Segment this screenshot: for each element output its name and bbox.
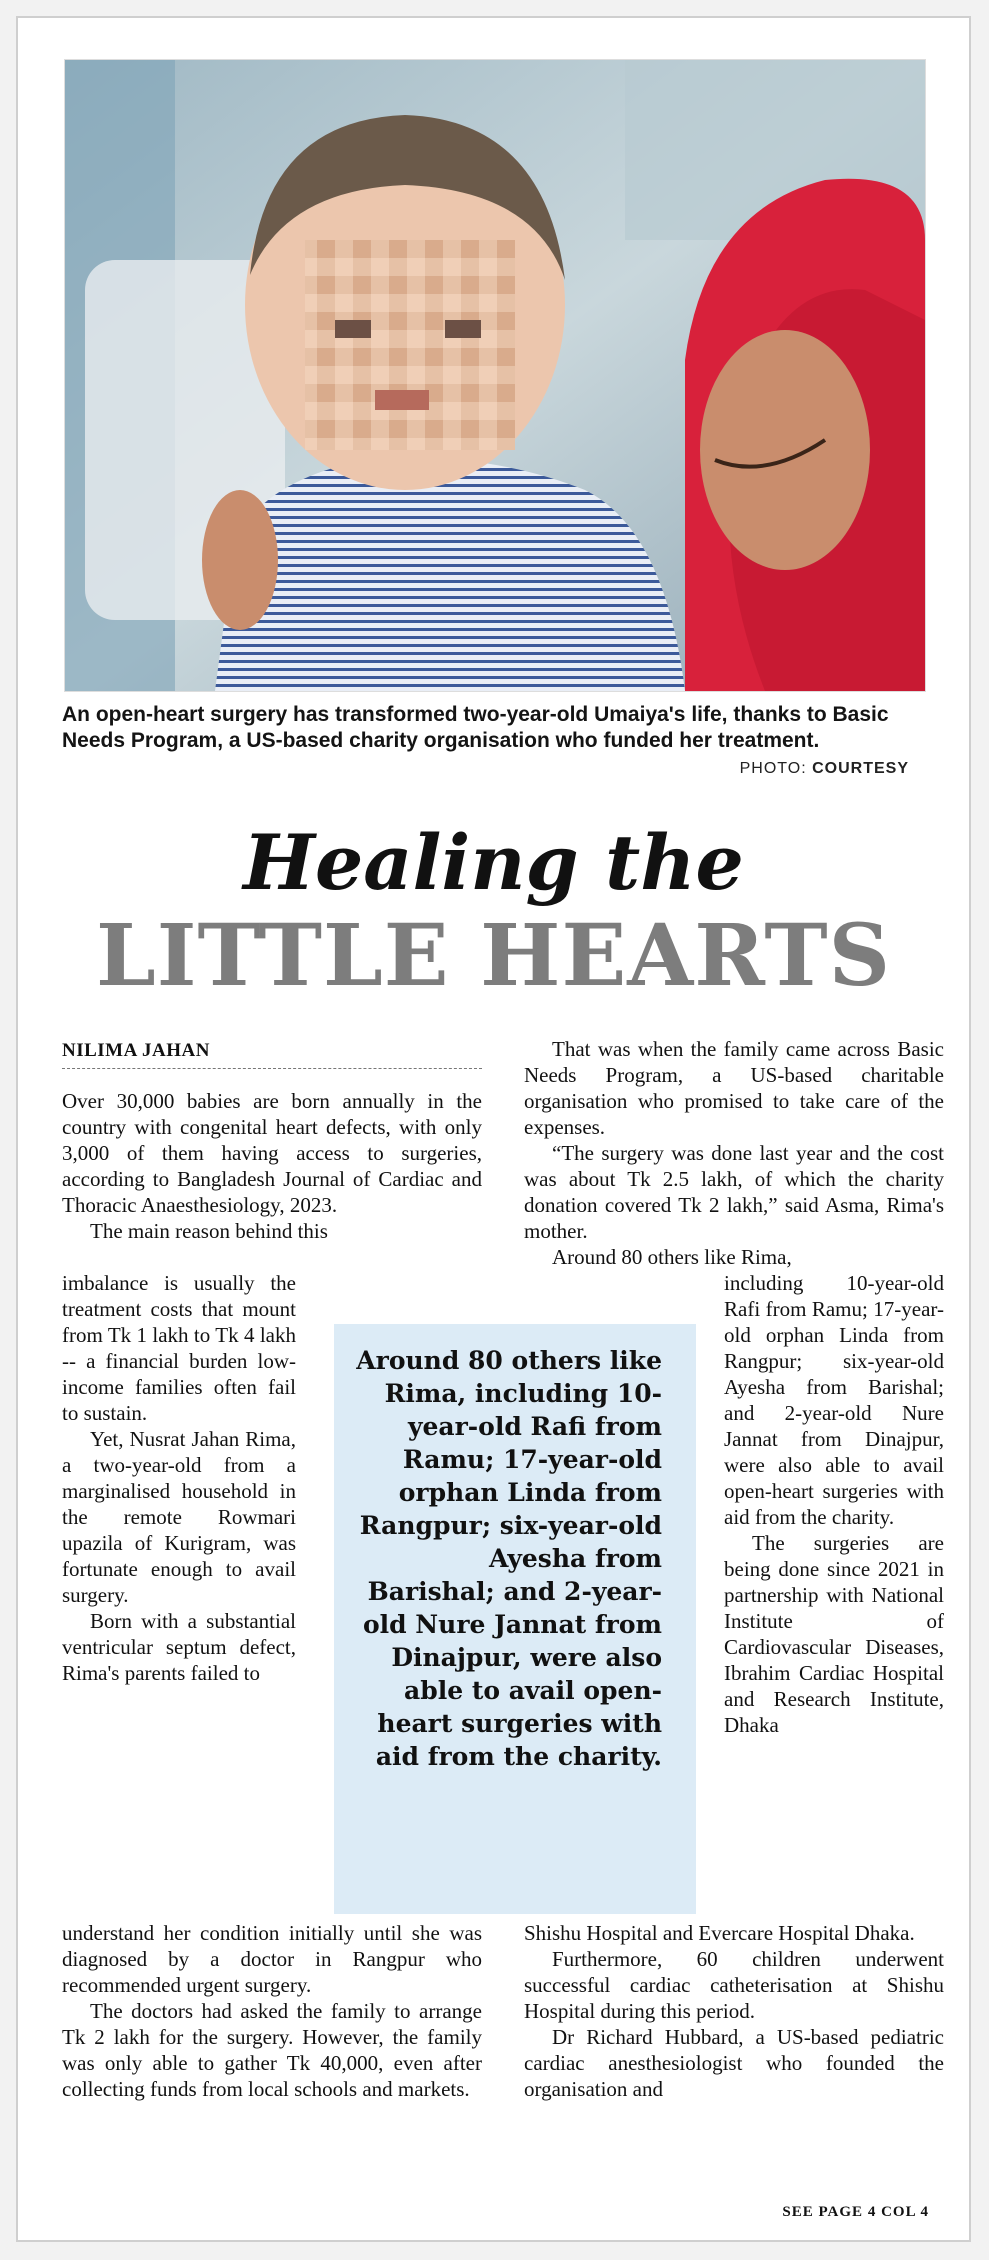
column-2-wrap bbox=[724, 1270, 944, 1738]
headline-line-1: Healing the bbox=[243, 818, 744, 907]
photo-credit-source: COURTESY bbox=[812, 760, 909, 777]
paragraph: Dr Richard Hubbard, a US-based pediatric cardiac anesthesiologist who founded the organisation and bbox=[524, 2025, 944, 2101]
column-1-top bbox=[62, 1088, 482, 1244]
paragraph: Furthermore, 60 children underwent successful cardiac catheterisation at Shishu Hospital during this period. bbox=[524, 1947, 944, 2023]
paragraph: “The surgery was done last year and the cost was about Tk 2.5 lakh, of which the charity donation covered Tk 2 lakh,” said Asma, Rima's mother. bbox=[524, 1141, 944, 1243]
headline-line-2: LITTLE HEARTS bbox=[96, 906, 891, 1006]
photo-illustration bbox=[65, 60, 925, 691]
photo-caption: An open-heart surgery has transformed two-year-old Umaiya's life, thanks to Basic Needs Program, a US-based charity organisation who funded her treatment. bbox=[62, 703, 889, 752]
paragraph: including 10-year-old Rafi from Ramu; 17-year-old orphan Linda from Rangpur; six-year-old Ayesha from Barishal; and 2-year-old Nure Jannat from Dinajpur, were also able to avail open-heart surgeries with aid from the charity. bbox=[724, 1271, 944, 1529]
paragraph: That was when the family came across Basic Needs Program, a US-based charitable organisation who promised to take care of the expenses. bbox=[524, 1037, 944, 1139]
paragraph: Over 30,000 babies are born annually in the country with congenital heart defects, with only 3,000 of them having access to surgeries, according to Bangladesh Journal of Cardiac and Thoracic Anaesthesiology, 2023. bbox=[62, 1089, 482, 1217]
photo-credit bbox=[740, 760, 909, 778]
paragraph: Shishu Hospital and Evercare Hospital Dhaka. bbox=[524, 1921, 915, 1945]
column-1-bottom bbox=[62, 1920, 482, 2102]
paragraph: The doctors had asked the family to arrange Tk 2 lakh for the surgery. However, the family was only able to gather Tk 40,000, even after collecting funds from local schools and markets. bbox=[62, 1999, 482, 2101]
byline: NILIMA JAHAN bbox=[62, 1040, 482, 1069]
pull-quote-box bbox=[334, 1324, 696, 1914]
column-1-wrap bbox=[62, 1270, 296, 1686]
paragraph: Yet, Nusrat Jahan Rima, a two-year-old from a marginalised household in the remote Rowmari upazila of Kurigram, was fortunate enough to avail surgery. bbox=[62, 1427, 296, 1607]
pull-quote: Around 80 others like Rima, including 10-year-old Rafi from Ramu; 17-year-old orphan Linda from Rangpur; six-year-old Ayesha from Barishal; and 2-year-old Nure Jannat from Dinajpur, were also able to avail open-heart surgeries with aid from the charity. bbox=[356, 1346, 662, 1771]
newspaper-page bbox=[16, 16, 971, 2242]
jump-line: SEE PAGE 4 COL 4 bbox=[782, 2204, 929, 2220]
column-2-top bbox=[524, 1036, 944, 1270]
column-2-bottom bbox=[524, 1920, 944, 2102]
paragraph: The surgeries are being done since 2021 in partnership with National Institute of Cardiovascular Diseases, Ibrahim Cardiac Hospital and Research Institute, Dhaka bbox=[724, 1531, 944, 1737]
article-photo bbox=[64, 59, 926, 692]
paragraph: imbalance is usually the treatment costs that mount from Tk 1 lakh to Tk 4 lakh -- a financial burden low-income families often fail to sustain. bbox=[62, 1271, 296, 1425]
photo-credit-label: PHOTO: bbox=[739, 760, 807, 777]
paragraph-lead: Around 80 others like Rima, bbox=[552, 1245, 792, 1269]
paragraph: Born with a substantial ventricular septum defect, Rima's parents failed to bbox=[62, 1609, 296, 1685]
paragraph: understand her condition initially until she was diagnosed by a doctor in Rangpur who recommended urgent surgery. bbox=[62, 1921, 482, 1997]
paragraph-lead: The main reason behind this bbox=[90, 1219, 328, 1243]
